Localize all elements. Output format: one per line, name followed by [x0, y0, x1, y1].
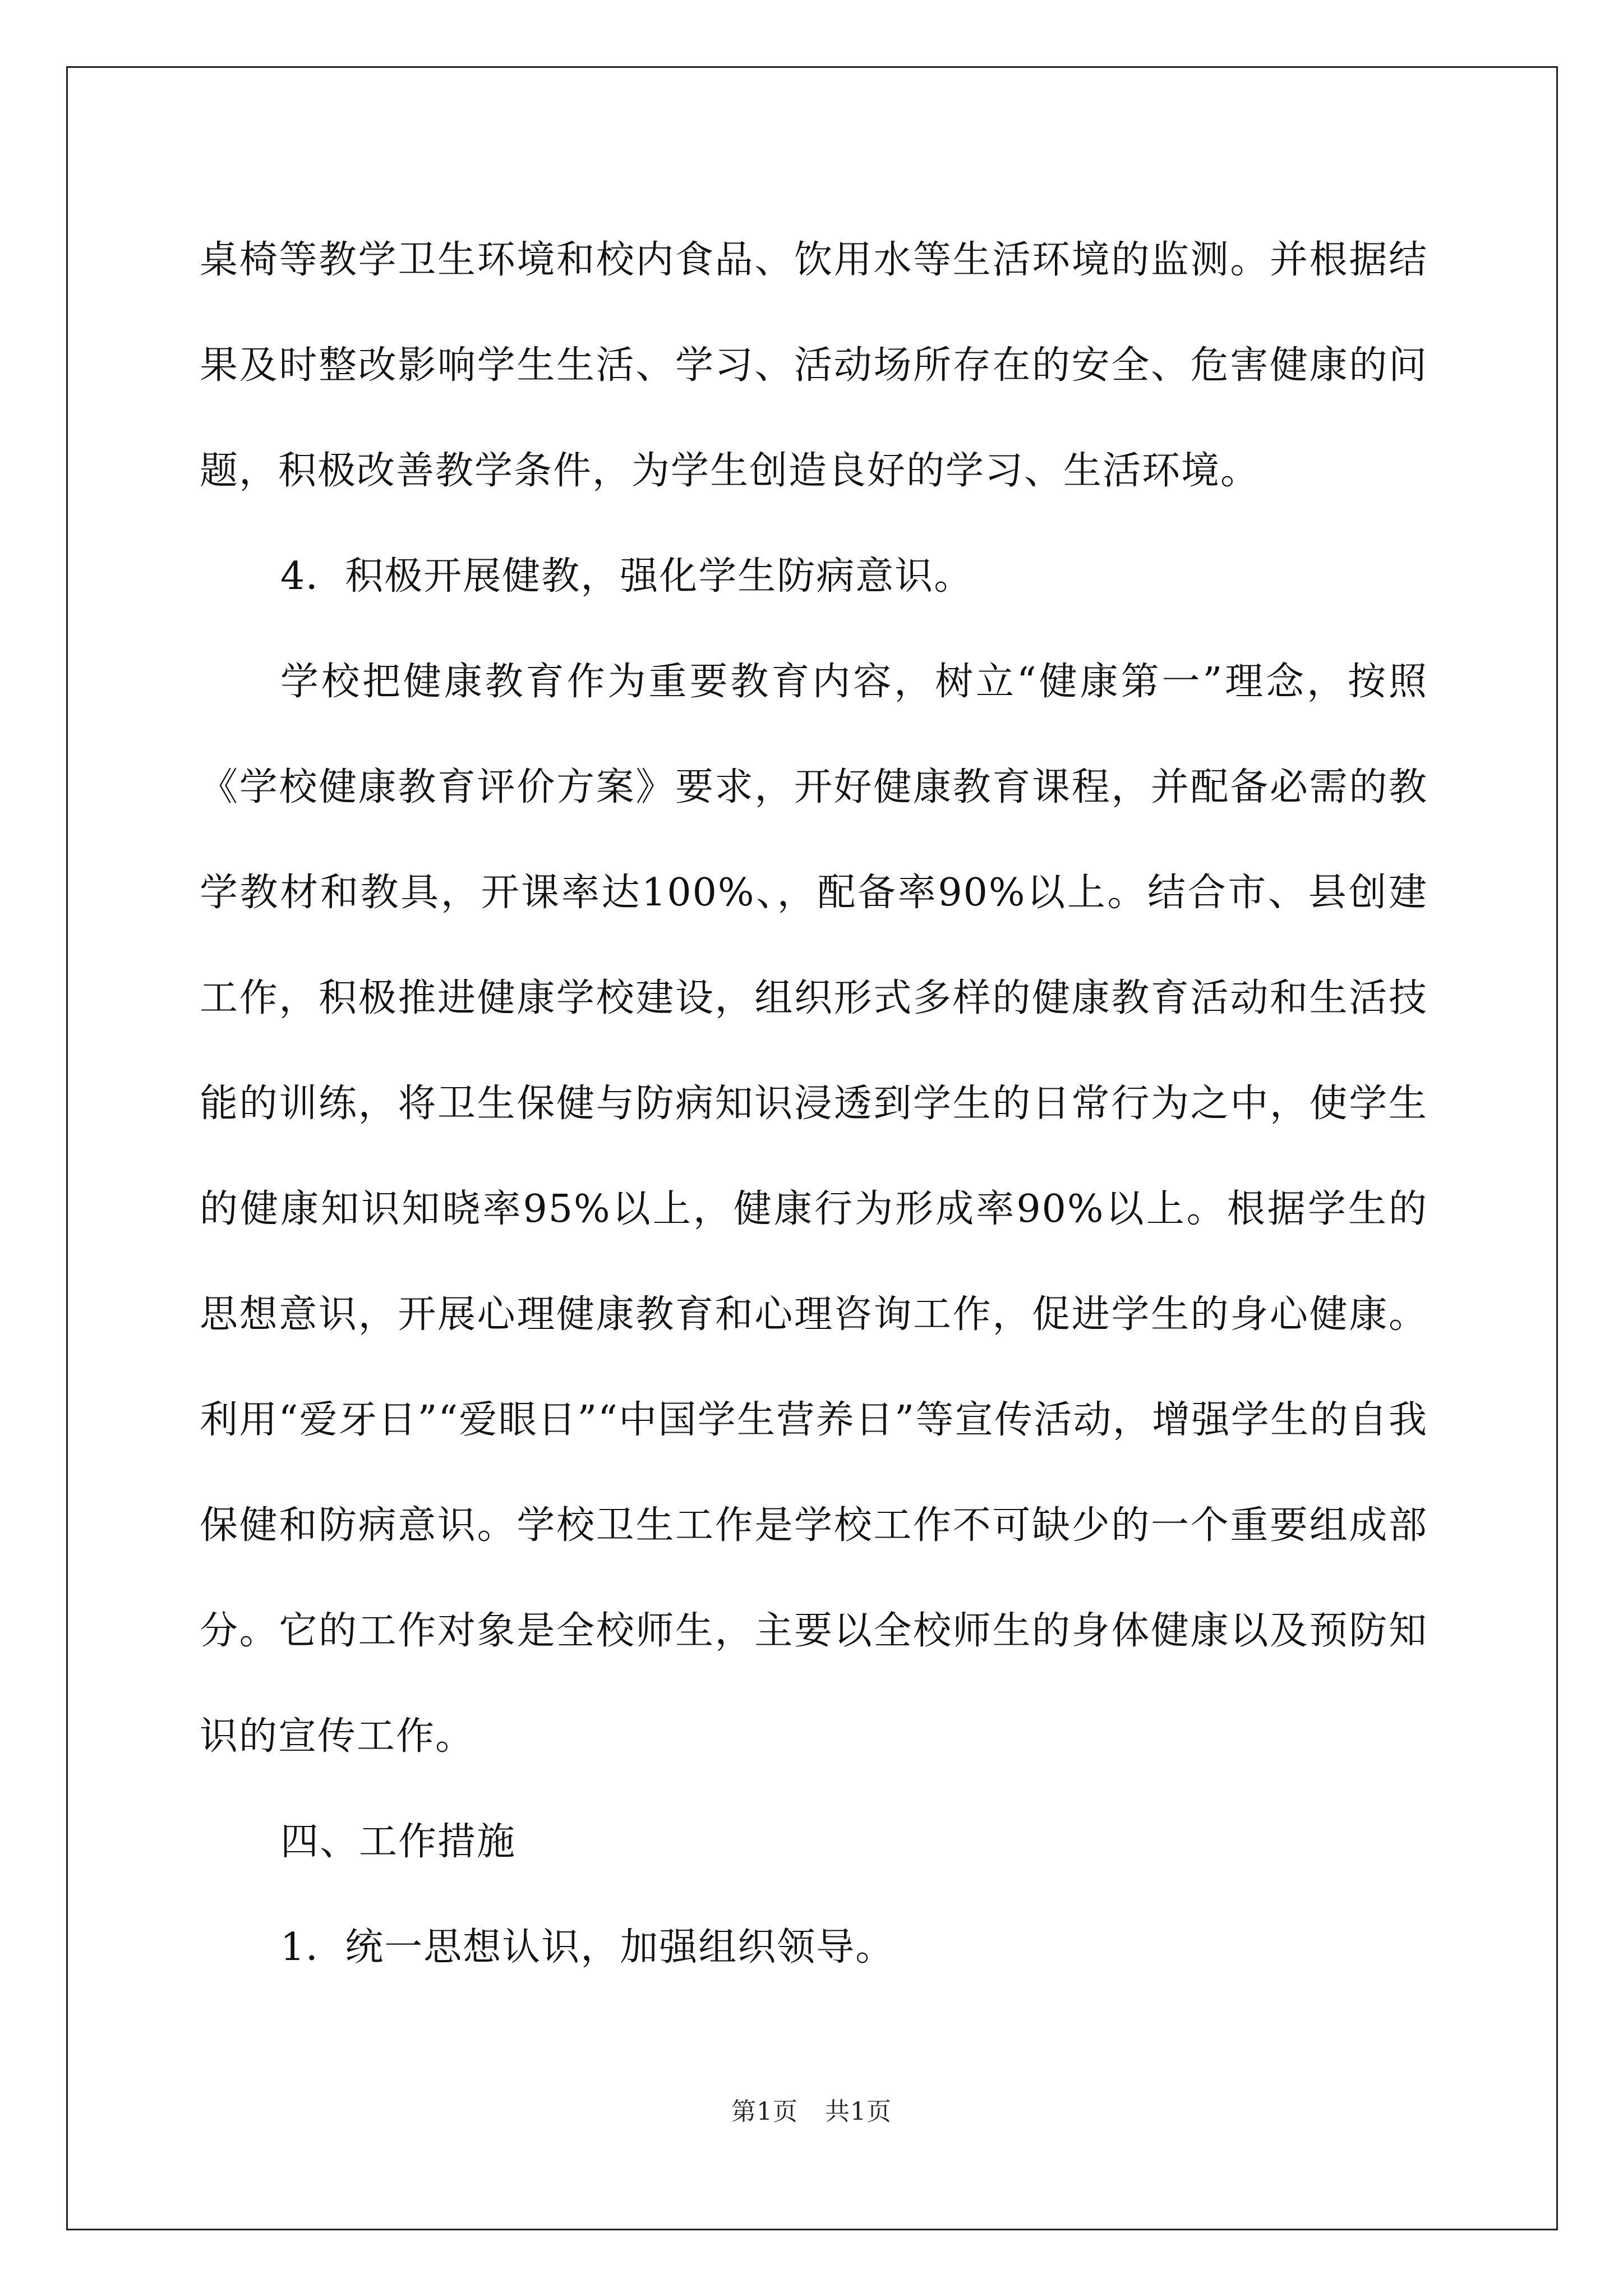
- paragraph-heading-4: 4．积极开展健教，强化学生防病意识。: [280, 554, 974, 599]
- page-total: 共1页: [825, 2097, 892, 2126]
- document-body: [200, 208, 1428, 2000]
- page-footer: [0, 2091, 1623, 2127]
- paragraph-continued: 桌椅等教学卫生环境和校内食品、饮用水等生活环境的监测。并根据结果及时整改影响学生生活、学习、活动场所存在的安全、危害健康的问题，积极改善教学条件，为学生创造良好的学习、生活环境。: [200, 238, 1428, 493]
- section-heading-measures: 四、工作措施: [280, 1820, 517, 1864]
- page-number: 第1页: [731, 2097, 798, 2126]
- paragraph-health-education: 学校把健康教育作为重要教育内容，树立“健康第一”理念，按照《学校健康教育评价方案》要求，开好健康教育课程，并配备必需的教学教材和教具，开课率达100%、，配备率90%以上。结合市、县创建工作，积极推进健康学校建设，组织形式多样的健康教育活动和生活技能的训练，将卫生保健与防病知识浸透到学生的日常行为之中，使学生的健康知识知晓率95%以上，健康行为形成率90%以上。根据学生的思想意识，开展心理健康教育和心理咨询工作，促进学生的身心健康。利用“爱牙日”“爱眼日”“中国学生营养日”等宣传活动，增强学生的自我保健和防病意识。学校卫生工作是学校工作不可缺少的一个重要组成部分。它的工作对象是全校师生，主要以全校师生的身体健康以及预防知识的宣传工作。: [200, 660, 1428, 1759]
- paragraph-heading-1: 1．统一思想认识，加强组织领导。: [280, 1925, 895, 1970]
